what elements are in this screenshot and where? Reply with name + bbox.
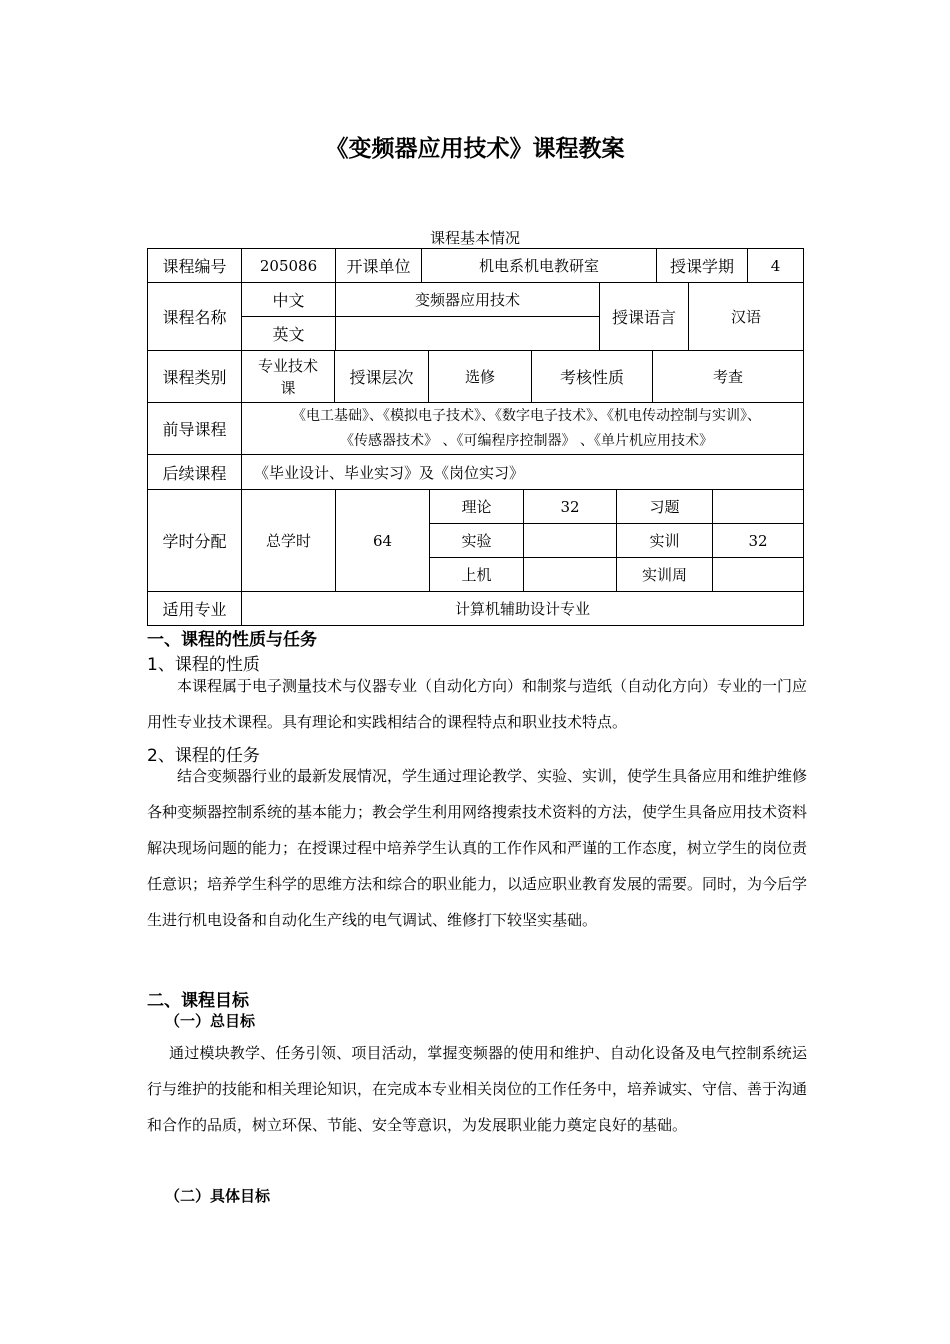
course-code-value: 205086 [242, 249, 336, 282]
theory-value: 32 [524, 490, 617, 523]
category-value: 专业技术课 [242, 351, 335, 402]
section2-sub2: （二）具体目标 [165, 1187, 271, 1205]
section2-sub1: （一）总目标 [165, 1012, 256, 1030]
document-title: 《变频器应用技术》课程教案 [325, 136, 625, 162]
section2-heading: 二、课程目标 [147, 991, 249, 1011]
computer-value [524, 558, 617, 591]
section1-sub1: 1、课程的性质 [147, 655, 260, 675]
followup-value: 《毕业设计、毕业实习》及《岗位实习》 [254, 463, 525, 482]
course-name-label: 课程名称 [148, 283, 242, 350]
experiment-value [524, 524, 617, 557]
level-label: 授课层次 [335, 351, 429, 402]
section2-para1: 通过模块教学、任务引领、项目活动，掌握变频器的使用和维护、自动化设备及电气控制系统运行与维护的技能和相关理论知识，在完成本专业相关岗位的工作任务中，培养诚实、守信、善于沟通和合作的品质，树立环保、节能、安全等意识，为发展职业能力奠定良好的基础。 [147, 1044, 808, 1134]
unit-value: 机电系机电教研室 [422, 249, 657, 282]
section1-sub2: 2、课程的任务 [147, 746, 260, 766]
term-value: 4 [770, 256, 781, 275]
followup-label: 后续课程 [148, 455, 242, 489]
assessment-label: 考核性质 [532, 351, 653, 402]
course-name-en [336, 317, 599, 350]
prereq-line-1: 《电工基础》、《模拟电子技术》、《数字电子技术》、《机电传动控制与实训》、 [292, 407, 761, 424]
practice-value: 32 [748, 531, 768, 550]
unit-label: 开课单位 [336, 249, 422, 282]
theory-label: 理论 [430, 490, 524, 523]
chinese-label: 中文 [242, 283, 336, 316]
language-value: 汉语 [731, 308, 762, 326]
english-label: 英文 [242, 317, 336, 350]
practice-week-label: 实训周 [617, 558, 713, 591]
section1-para2: 结合变频器行业的最新发展情况，学生通过理论教学、实验、实训，使学生具备应用和维护维修各种变频器控制系统的基本能力；教会学生利用网络搜索技术资料的方法，使学生具备应用技术资料解决现场问题的能力；在授课过程中培养学生认真的工作作风和严谨的工作态度，树立学生的岗位责任意识；培养学生科学的思维方法和综合的职业能力，以适应职业教育发展的需要。同时，为今后学生进行机电设备和自动化生产线的电气调试、维修打下较坚实基础。 [147, 767, 808, 929]
total-hours-value: 64 [336, 490, 430, 591]
hours-label: 学时分配 [148, 490, 242, 591]
level-value: 选修 [429, 351, 532, 402]
course-code-label: 课程编号 [148, 249, 242, 282]
practice-week-value [713, 558, 803, 591]
total-hours-label: 总学时 [242, 490, 336, 591]
practice-label: 实训 [617, 524, 713, 557]
table-caption: 课程基本情况 [429, 229, 520, 247]
language-label: 授课语言 [600, 283, 689, 350]
category-label: 课程类别 [148, 351, 242, 402]
major-value: 计算机辅助设计专业 [455, 600, 591, 618]
section1-heading: 一、课程的性质与任务 [147, 630, 317, 650]
major-label: 适用专业 [148, 592, 242, 625]
course-info-table [147, 248, 804, 626]
exercise-value [713, 490, 803, 523]
section1-para1: 本课程属于电子测量技术与仪器专业（自动化方向）和制浆与造纸（自动化方向）专业的一门应用性专业技术课程。具有理论和实践相结合的课程特点和职业技术特点。 [147, 677, 808, 731]
course-name-cn: 变频器应用技术 [414, 291, 520, 309]
prereq-label: 前导课程 [148, 403, 242, 454]
experiment-label: 实验 [430, 524, 524, 557]
assessment-value: 考查 [713, 368, 744, 386]
exercise-label: 习题 [617, 490, 713, 523]
prereq-line-2: 《传感器技术》 、《可编程序控制器》 、《单片机应用技术》 [340, 432, 713, 449]
computer-label: 上机 [430, 558, 524, 591]
term-label: 授课学期 [657, 249, 748, 282]
